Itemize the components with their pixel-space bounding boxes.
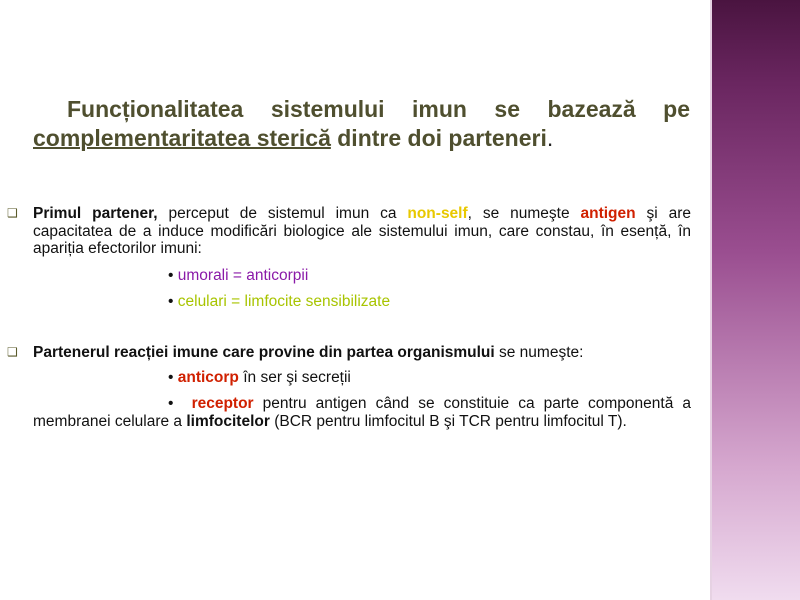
p2-text: se numeşte: [494, 344, 584, 361]
p3-text2: (BCR pentru limfocitul B şi TCR pentru limfocitul T). [269, 412, 627, 430]
p1-text3: şi are capacitatea de a induce modificări biologice ale sistemului imun, care constau, în esență, în apariția efectorilor imuni: [33, 205, 692, 257]
paragraph-second-partner [33, 344, 691, 362]
bullet-icon: ❑ [7, 345, 18, 359]
sub-item-celulari [168, 293, 390, 311]
limfocitelor-term: limfocitelor [186, 412, 270, 430]
paragraph-first-partner [33, 205, 691, 258]
p1-text2: , se numeşte [467, 205, 581, 222]
dot-bullet-icon: • [168, 369, 174, 386]
sub-item-umorali [168, 267, 308, 285]
title-underlined: complementaritatea sterică [33, 125, 331, 151]
dot-bullet-icon: • [168, 267, 174, 284]
title-rest: dintre doi parteneri [330, 125, 547, 151]
second-partner-label: Partenerul reacției imune care provine din partea organismului [33, 344, 495, 361]
title-text: Funcționalitatea sistemului imun se bazează pe [67, 96, 690, 122]
anticorp-text: în ser şi secreții [238, 369, 351, 386]
bullet-icon: ❑ [7, 206, 18, 220]
title-dot: . [546, 125, 554, 151]
first-partner-label: Primul partener, [33, 205, 158, 222]
dot-bullet-icon: • [168, 293, 174, 310]
receptor-term: receptor [191, 395, 254, 412]
non-self-term: non-self [407, 205, 468, 222]
p1-text1: perceput de sistemul imun ca [157, 205, 408, 222]
dot-bullet-icon: • [168, 395, 174, 412]
antigen-term: antigen [580, 205, 636, 222]
p3-text1: pentru antigen când se constituie ca parte componentă a membranei celulare a [33, 395, 691, 430]
slide-title [33, 95, 690, 153]
paragraph-receptor [33, 395, 691, 430]
decorative-sidebar [712, 0, 800, 600]
celulari-text: celulari = limfocite sensibilizate [177, 293, 391, 310]
sub-item-anticorp [168, 369, 351, 387]
anticorp-term: anticorp [177, 369, 239, 386]
umorali-text: umorali = anticorpii [177, 267, 309, 284]
